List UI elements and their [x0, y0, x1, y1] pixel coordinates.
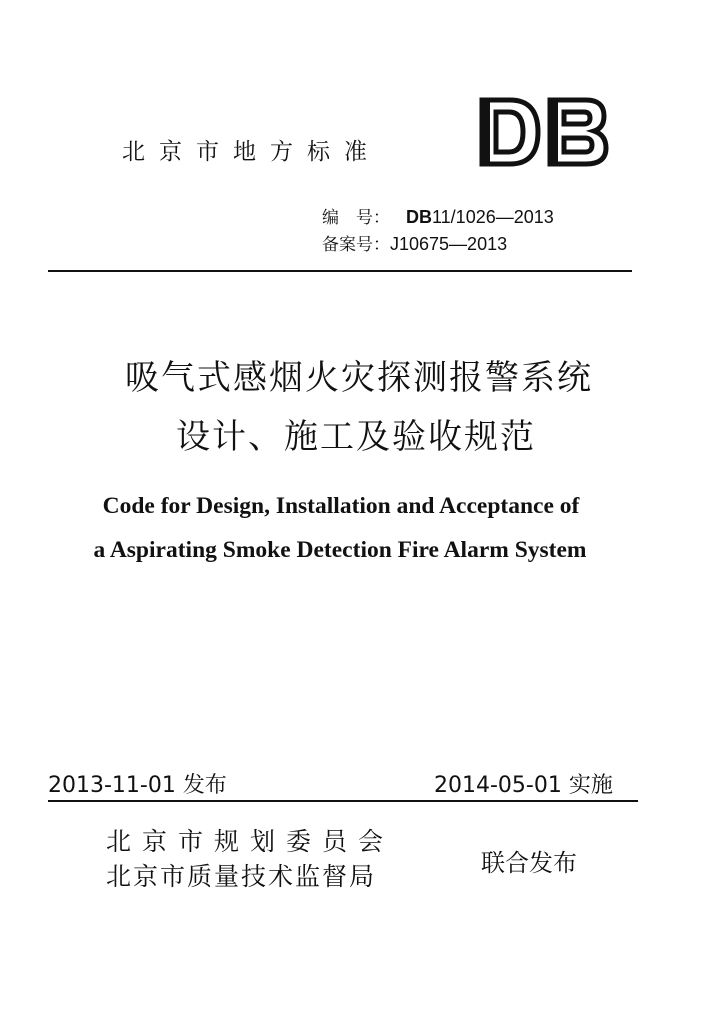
english-title-line-2: a Aspirating Smoke Detection Fire Alarm System [93, 537, 587, 563]
standard-number-row [322, 203, 554, 228]
top-divider [48, 270, 632, 272]
record-number-row [322, 230, 507, 255]
effective-date: 2014-05-01 实施 [434, 773, 613, 798]
standard-number-value: 11/1026—2013 [432, 207, 554, 227]
issuer-line-2: 北京市质量技术监督局 [106, 862, 377, 891]
issuer-line-1: 北京市规划委员会 [106, 827, 395, 856]
record-number-value: J10675—2013 [390, 234, 508, 254]
chinese-title-line-1: 吸气式感烟火灾探测报警系统 [125, 358, 593, 398]
db-logo [476, 92, 612, 172]
standard-type-label: 北京市地方标准 [122, 139, 381, 165]
chinese-title-line-2: 设计、施工及验收规范 [176, 417, 536, 457]
bottom-divider [48, 800, 638, 802]
joint-issue-label: 联合发布 [481, 849, 577, 877]
issue-date: 2013-11-01 发布 [48, 773, 227, 798]
standard-number-prefix: DB [406, 207, 432, 227]
english-title-line-1: Code for Design, Installation and Acceptance of [102, 493, 580, 519]
record-number-label: 备案号： [322, 235, 390, 255]
standard-number-label: 编 号： [322, 208, 390, 228]
